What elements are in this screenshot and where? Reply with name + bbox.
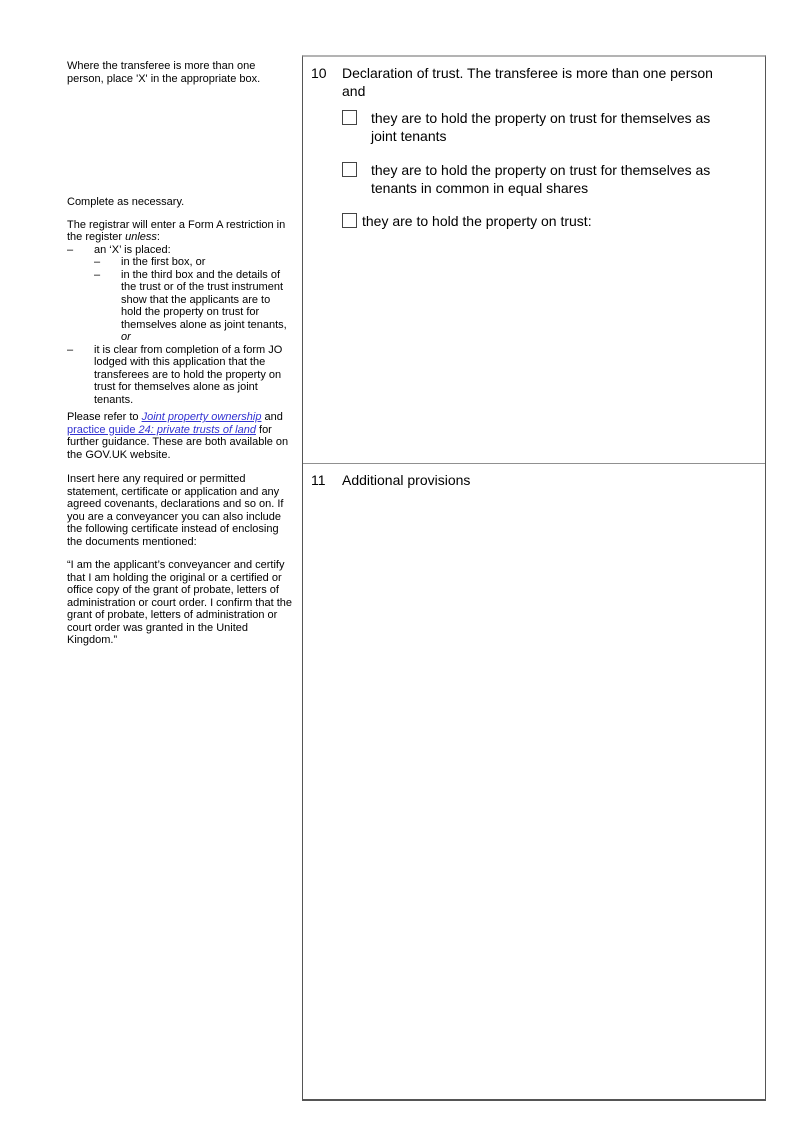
note-transferee: Where the transferee is more than one person, place 'X' in the appropriate box. bbox=[67, 60, 261, 85]
note-please-refer bbox=[67, 411, 293, 461]
option-row-hold-on-trust bbox=[342, 212, 737, 230]
checkbox-label: they are to hold the property on trust for themselves as joint tenants bbox=[371, 110, 711, 144]
registrar-item-2-text: it is clear from completion of a form JO lodged with this application that the transferees are to hold the property on trust for themselves alone as joint tenants. bbox=[94, 343, 283, 406]
checkbox-label: they are to hold the property on trust for themselves as tenants in common in equal shares bbox=[371, 162, 711, 196]
registrar-item-2 bbox=[67, 344, 293, 407]
registrar-intro bbox=[67, 219, 293, 244]
refer-prefix: Please refer to bbox=[67, 411, 142, 423]
link-text-italic: 24: private trusts of land bbox=[138, 423, 256, 436]
checkbox-joint-tenants[interactable] bbox=[342, 110, 357, 125]
option-row-joint-tenants bbox=[342, 109, 737, 145]
guidance-notes-column bbox=[67, 60, 293, 647]
checkbox-tenants-in-common[interactable] bbox=[342, 162, 357, 177]
section-10-declaration-of-trust bbox=[303, 57, 765, 464]
note-registrar-restriction bbox=[67, 219, 293, 407]
registrar-item-1 bbox=[67, 244, 293, 344]
section-number: 10 bbox=[311, 65, 327, 81]
section-11-additional-provisions bbox=[303, 464, 765, 1099]
note-insert-here: Insert here any required or permitted statement, certificate or application and any agreed covenants, declarations and so on. If you are a conveyancer you can also include the following certificate instead of enclosing the documents mentioned: bbox=[67, 473, 284, 548]
link-text: Joint property ownership bbox=[141, 411, 262, 423]
registrar-sub-1-text: in the first box, or bbox=[121, 256, 206, 268]
registrar-sub-2-text: in the third box and the details of the trust or of the trust instrument show that the applicants are to hold the property on trust for themselves alone as joint tenants, bbox=[121, 268, 287, 331]
refer-suffix: for further guidance. These are both available on the GOV.UK website. bbox=[67, 423, 289, 461]
section-number: 11 bbox=[311, 472, 326, 488]
section-11-title: Additional provisions bbox=[342, 472, 471, 488]
note-complete-as-necessary: Complete as necessary. bbox=[67, 196, 185, 208]
dash-marker: – bbox=[94, 268, 101, 281]
registrar-intro-text: The registrar will enter a Form A restriction in the register bbox=[67, 218, 286, 243]
checkbox-label: they are to hold the property on trust: bbox=[362, 213, 592, 229]
note-conveyancer-certificate: “I am the applicant’s conveyancer and certify that I am holding the original or a certified or office copy of the grant of probate, letters of administration or court order. I confirm that the grant of probate, letters of administration or court order was granted in the United Kingdom.” bbox=[67, 559, 292, 646]
link-text: practice guide bbox=[67, 423, 139, 436]
registrar-item-1-sub-1 bbox=[94, 256, 293, 269]
refer-and: and bbox=[261, 411, 283, 423]
practice-guide-24-link[interactable] bbox=[67, 424, 256, 436]
registrar-intro-colon: : bbox=[156, 231, 160, 243]
registrar-item-1-sub-2 bbox=[94, 269, 293, 344]
registrar-intro-unless: unless bbox=[125, 231, 157, 243]
registrar-sub-2-or: or bbox=[121, 331, 131, 343]
form-panel bbox=[302, 55, 766, 1101]
option-row-tenants-in-common bbox=[342, 161, 737, 197]
registrar-item-1-text: an ‘X’ is placed: bbox=[94, 243, 171, 256]
dash-marker: – bbox=[67, 243, 74, 256]
section-10-title: Declaration of trust. The transferee is more than one person and bbox=[342, 65, 713, 99]
dash-marker: – bbox=[94, 256, 101, 268]
joint-property-ownership-link[interactable] bbox=[142, 411, 262, 423]
checkbox-hold-on-trust[interactable] bbox=[342, 213, 357, 228]
dash-marker: – bbox=[67, 343, 74, 356]
